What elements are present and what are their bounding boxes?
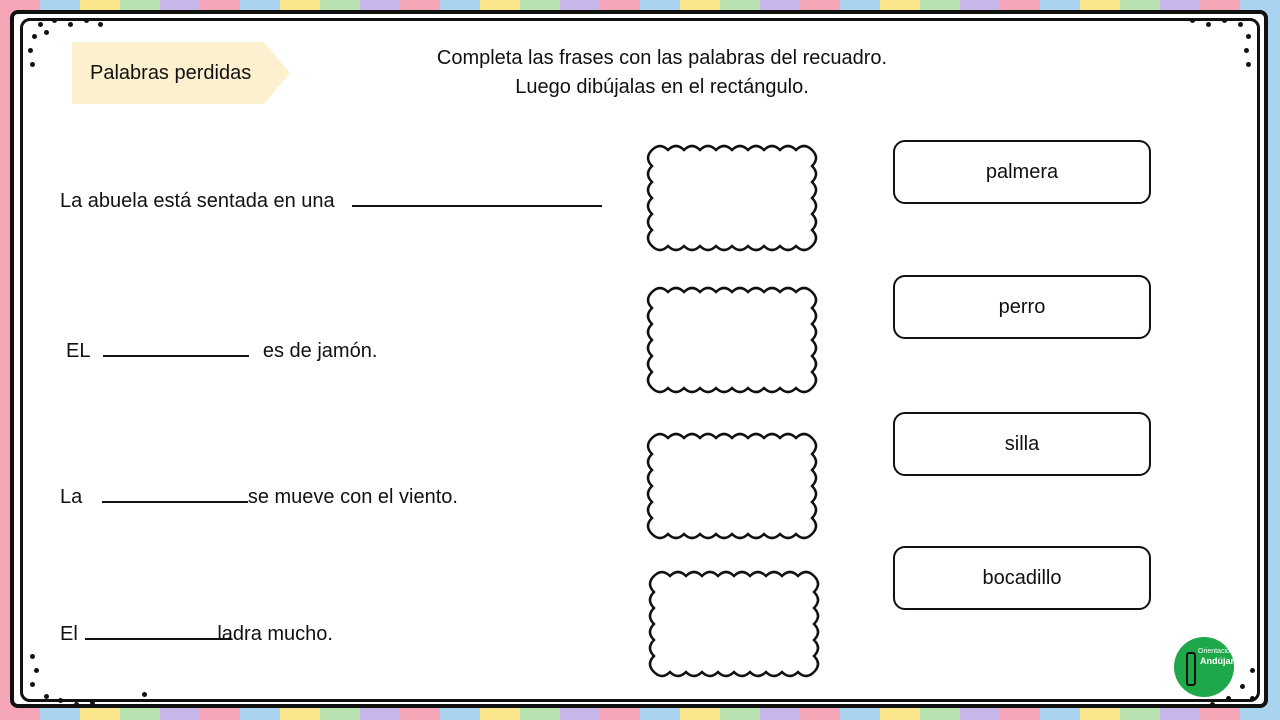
drawing-box-4[interactable] [642,566,820,678]
sentence-3-blank[interactable] [102,483,248,503]
instructions-line-1: Completa las frases con las palabras del recuadro. [436,47,888,69]
sentence-4-text-before: El [60,623,78,645]
logo-badge [1174,637,1234,697]
sentence-2-text-after: es de jamón. [262,340,378,362]
drawing-box-1[interactable] [640,140,818,252]
scalloped-frame-1 [640,140,818,252]
title-tag [72,42,290,104]
sentence-3-text-after: se mueve con el viento. [247,486,458,508]
drawing-box-2[interactable] [640,282,818,394]
pencil-icon [1186,652,1196,686]
sentence-1-text: La abuela está sentada en una [60,190,335,212]
drawing-box-3[interactable] [640,428,818,540]
scalloped-frame-2 [640,282,818,394]
instructions [380,44,944,102]
sentence-2 [66,337,377,363]
sentence-4-blank[interactable] [85,620,231,640]
instructions-line-2: Luego dibújalas en el rectángulo. [515,76,809,98]
sentence-4 [60,620,333,646]
scalloped-frame-3 [640,428,818,540]
sentence-1 [60,187,602,213]
logo-text-top: Orientación [1198,648,1234,655]
word-card-bocadillo[interactable]: bocadillo [893,546,1151,610]
word-card-silla[interactable]: silla [893,412,1151,476]
sentence-4-text-after: ladra mucho. [217,623,333,645]
word-card-palmera[interactable]: palmera [893,140,1151,204]
sentence-2-blank[interactable] [103,337,249,357]
sentence-3 [60,483,458,509]
page-title: Palabras perdidas [90,62,252,84]
sentence-1-blank[interactable] [352,187,602,207]
sentence-3-text-before: La [60,486,83,508]
sentence-2-text-before: EL [66,340,90,362]
word-card-perro[interactable]: perro [893,275,1151,339]
logo-text-bottom: Andújar [1200,656,1235,666]
scalloped-frame-4 [642,566,820,678]
